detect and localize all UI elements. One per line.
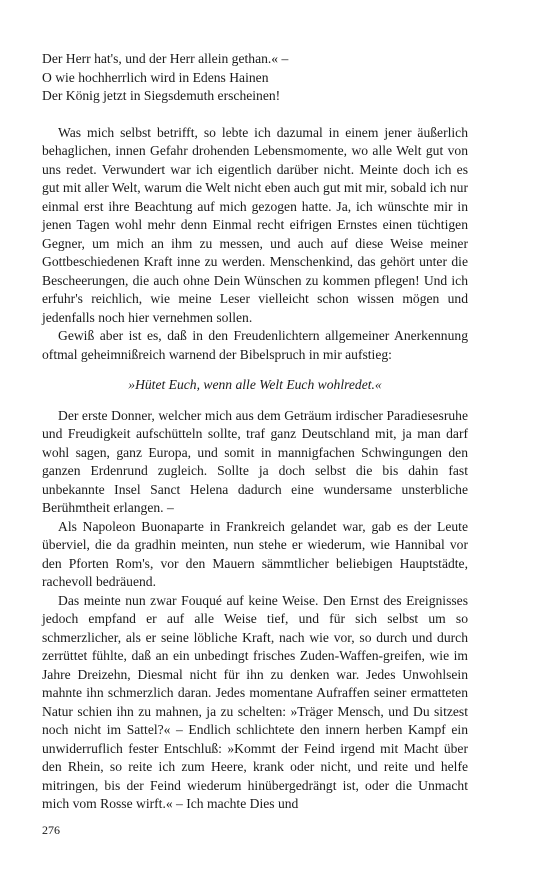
verse-line: Der König jetzt in Siegsdemuth erscheinen! (42, 88, 281, 103)
page-number: 276 (42, 823, 60, 837)
book-page (42, 50, 468, 814)
body-paragraph: Gewiß aber ist es, daß in den Freudenlichtern allgemeiner Anerkennung oftmal geheimnißreich warnend der Bibelspruch in mir aufstieg: (42, 328, 468, 362)
verse-stanza (42, 50, 468, 106)
body-paragraph: Der erste Donner, welcher mich aus dem Geträum irdischer Paradiesesruhe und Freudigkeit aufschütteln sollte, traf ganz Deutschland mit, ja man darf wohl sagen, ganz Europa, und somit in mannigfachen Schwingungen den ganzen Erdenrund zugleich. Sollte ja doch selbst die bis dahin fast unbekannte Insel Sanct Helena dadurch eine wundersame unsterbliche Berühmtheit erlangen. – (42, 407, 468, 515)
quote-spacer (42, 395, 468, 407)
verse-line: Der Herr hat's, und der Herr allein gethan.« – (42, 51, 289, 66)
quote-spacer (42, 364, 468, 376)
verse-line: O wie hochherrlich wird in Edens Hainen (42, 69, 269, 85)
stanza-spacer (42, 106, 468, 124)
bible-quote: »Hütet Euch, wenn alle Welt Euch wohlredet.« (128, 377, 382, 392)
body-paragraph: Als Napoleon Buonaparte in Frankreich gelandet war, gab es der Leute überviel, die da gradhin meinten, nun stehe er wiederum, wie Hannibal vor den Pforten Rom's, vor den Mauern sämmtlicher beliebigen Hauptstädte, rachevoll bedräuend. (42, 518, 468, 589)
body-paragraph: Was mich selbst betrifft, so lebte ich dazumal in einem jener äußerlich behaglichen, innen Gefahr drohenden Lebensmomente, wo alle Welt gut von uns redet. Verwundert war ich eigentlich darüber nicht. Meinte doch ich es gut mit aller Welt, warum die Welt nicht eben auch gut mit mir, sobald ich nur einmal erst ihre Beachtung auf mich gezogen hatte. Ja, ich wünschte mir in jenen Tagen wohl mehr denn Einmal recht eifrigen Ernstes einen tüchtigen Gegner, um mich an ihm zu messen, und auch auf diese Weise meiner Gottbeschiedenen Kraft inne zu werden. Menschenkind, das gehört unter die Bescheerungen, die auch ohne Dein Wünschen zu kommen pflegen! Und ich erfuhr's reichlich, wie meine Leser vielleicht schon wissen mögen und jedenfalls noch hier vernehmen sollen. (42, 124, 468, 325)
body-paragraph: Das meinte nun zwar Fouqué auf keine Weise. Den Ernst des Ereignisses jedoch empfand er auf alle Weise tief, und für sich selbst um so schmerzlicher, als er seine löbliche Kraft, nach wie vor, so durch und durch zerrüttet fühlte, daß an ein unbedingt frisches Zuden-Waffen-greifen, wie im Jahre Dreizehn, Diesmal nicht für ihn zu denken war. Jedes Unwohlsein mahnte ihn schmerzlich daran. Jedes momentane Aufraffen seiner ermatteten Natur schien ihn zu mahnen, ja zu schelten: »Träger Mensch, und Du sitzest noch nicht im Sattel?« – Endlich schlichtete den innern herben Kampf ein unwiderruflich fester Entschluß: »Kommt der Feind irgend mit Macht über den Rhein, so reite ich zum Heere, krank oder nicht, und reite und helfe mitringen, bis der Feind wiederum hinübergedrängt ist, oder die Unmacht mich vom Rosse wirft.« – Ich machte Dies und (42, 592, 468, 811)
